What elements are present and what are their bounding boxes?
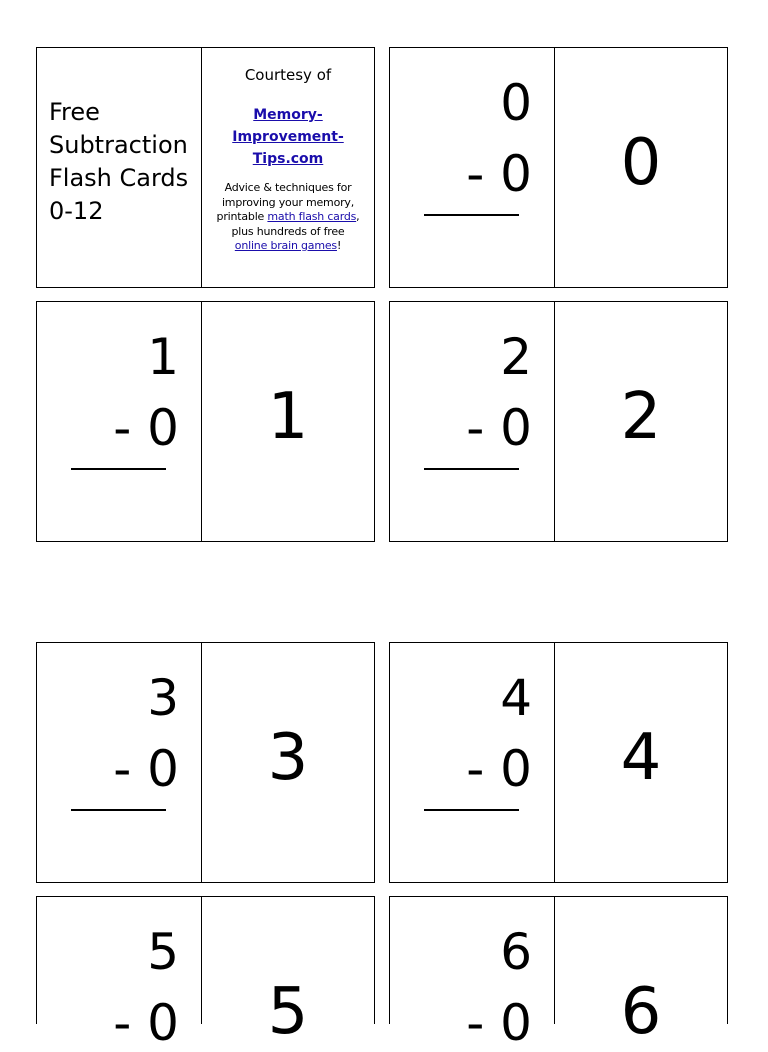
answer-panel	[555, 302, 727, 541]
title-line: Subtraction	[49, 131, 188, 159]
answer: 5	[267, 975, 309, 1049]
site-link-line[interactable]: Improvement-	[232, 129, 344, 145]
answer-panel	[202, 643, 374, 882]
title-panel	[37, 48, 202, 287]
title-line: 0-12	[49, 197, 104, 225]
minuend: 0	[500, 74, 532, 132]
online-brain-games-link[interactable]: online brain games	[234, 239, 337, 252]
answer-rule	[424, 214, 519, 216]
site-link[interactable]	[202, 104, 374, 170]
advice-line: improving your memory,	[221, 195, 355, 209]
answer-rule	[424, 809, 519, 811]
answer: 6	[620, 975, 662, 1049]
answer: 2	[620, 380, 662, 454]
flash-card	[389, 47, 728, 288]
advice-text	[208, 181, 368, 254]
subtrahend: - 0	[113, 994, 179, 1052]
subtrahend: - 0	[113, 399, 179, 457]
problem-panel	[390, 643, 555, 882]
minuend: 3	[147, 669, 179, 727]
subtrahend: - 0	[466, 740, 532, 798]
minuend: 5	[147, 923, 179, 981]
advice-text-fragment: ,	[356, 210, 360, 223]
minuend: 4	[500, 669, 532, 727]
answer: 0	[620, 126, 662, 200]
answer-panel	[202, 302, 374, 541]
courtesy-panel	[202, 48, 374, 287]
problem-panel	[390, 302, 555, 541]
advice-text-fragment: !	[336, 239, 342, 252]
subtrahend: - 0	[113, 740, 179, 798]
flash-card	[389, 301, 728, 542]
answer-panel	[555, 643, 727, 882]
page-title	[49, 96, 188, 228]
answer-rule	[424, 468, 519, 470]
site-link-line[interactable]: Tips.com	[252, 151, 324, 167]
answer-panel	[202, 897, 374, 1049]
subtrahend: - 0	[466, 145, 532, 203]
answer-panel	[555, 897, 727, 1049]
subtrahend: - 0	[466, 994, 532, 1052]
problem-panel	[390, 48, 555, 287]
minuend: 1	[147, 328, 179, 386]
answer: 3	[267, 721, 309, 795]
advice-line	[208, 239, 368, 254]
answer-rule	[71, 468, 166, 470]
title-line: Flash Cards	[49, 164, 189, 192]
advice-line	[208, 210, 368, 225]
flash-card	[36, 896, 375, 1052]
answer-rule	[71, 809, 166, 811]
courtesy-label: Courtesy of	[244, 66, 332, 84]
answer: 4	[620, 721, 662, 795]
site-link-line[interactable]: Memory-	[253, 107, 323, 123]
math-flash-cards-link[interactable]: math flash cards	[267, 210, 357, 223]
problem-panel	[37, 302, 202, 541]
minuend: 6	[500, 923, 532, 981]
flash-card	[389, 896, 728, 1052]
advice-line: plus hundreds of free	[231, 224, 345, 238]
problem-panel	[390, 897, 555, 1052]
advice-text-fragment: printable	[216, 210, 268, 223]
title-card	[36, 47, 375, 288]
problem-panel	[37, 897, 202, 1052]
flash-card	[389, 642, 728, 883]
problem-panel	[37, 643, 202, 882]
minuend: 2	[500, 328, 532, 386]
advice-line: Advice & techniques for	[224, 181, 352, 194]
flash-card	[36, 301, 375, 542]
flash-card	[36, 642, 375, 883]
subtrahend: - 0	[466, 399, 532, 457]
answer-panel	[555, 48, 727, 287]
answer: 1	[267, 380, 309, 454]
title-line: Free	[49, 98, 100, 126]
